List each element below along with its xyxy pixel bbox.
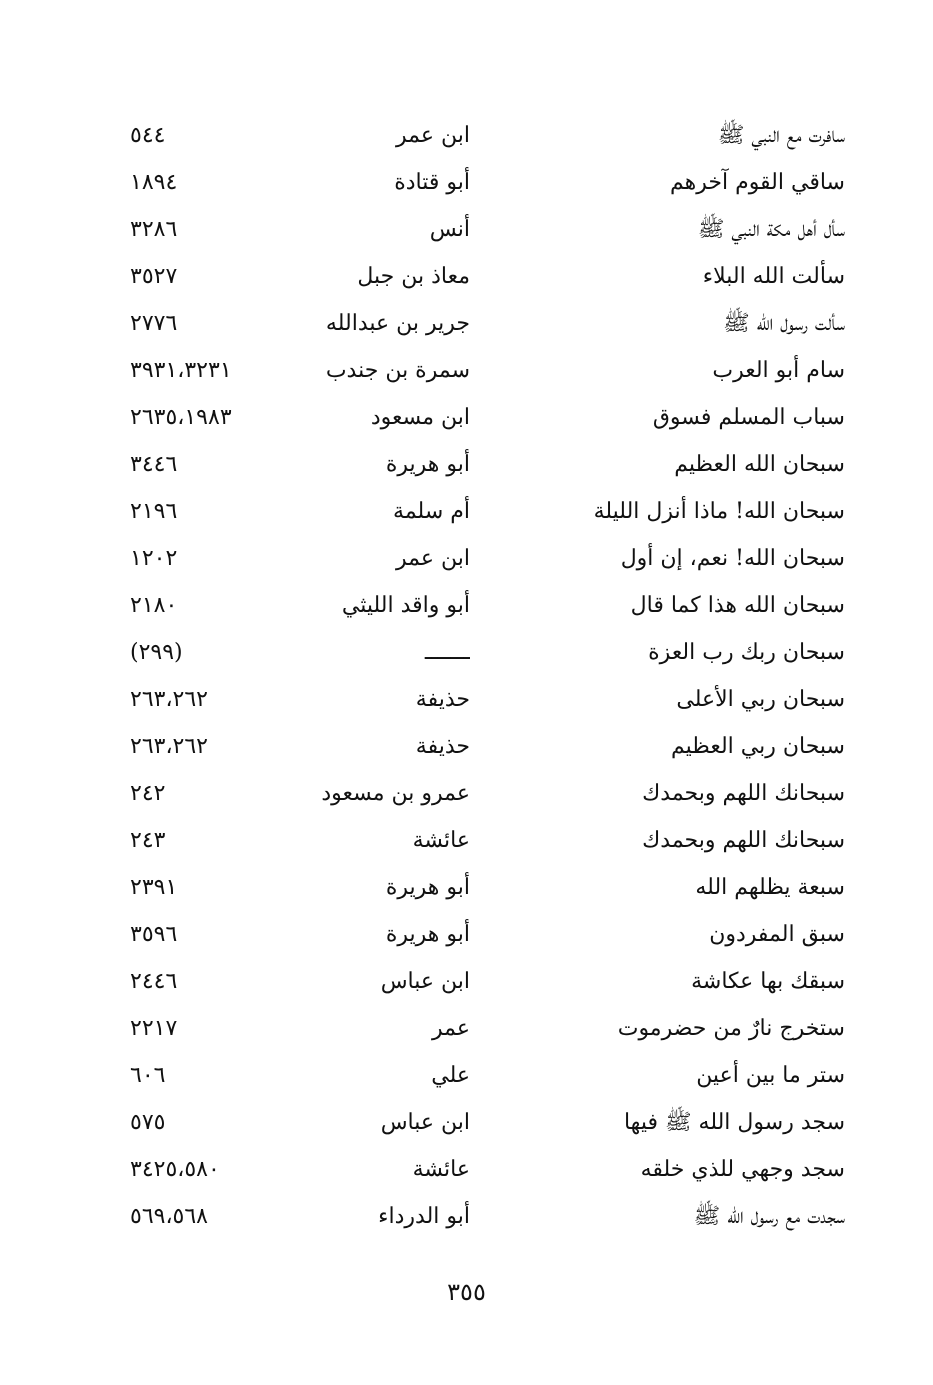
hadith-reference-number: ٢٦٣٥،١٩٨٣ (130, 405, 232, 430)
narrator-name: عائشة (412, 1157, 470, 1182)
hadith-reference-number: ٣٢٨٦ (130, 217, 178, 242)
narrator-name: ابن عباس (380, 1110, 470, 1135)
hadith-text: سبحان ربي الأعلى (676, 687, 845, 712)
narrator-name: ابن عمر (396, 546, 470, 571)
hadith-text: سبحان الله العظيم (674, 452, 845, 477)
narrator-name: أبو هريرة (385, 875, 470, 900)
hadith-reference-number: ٥٤٤ (130, 123, 166, 148)
narrator-name: أبو هريرة (385, 922, 470, 947)
index-row (130, 676, 845, 723)
index-row (130, 206, 845, 253)
hadith-text: سبقك بها عكاشة (691, 969, 845, 994)
hadith-text: سبق المفردون (709, 922, 845, 947)
hadith-reference-number: ١٢٠٢ (130, 546, 178, 571)
hadith-text: ساقي القوم آخرهم (669, 170, 845, 195)
hadith-reference-number: ١٨٩٤ (130, 170, 178, 195)
narrator-name: أم سلمة (393, 499, 470, 524)
index-row (130, 911, 845, 958)
narrator-name: جرير بن عبدالله (325, 311, 470, 336)
index-row (130, 1052, 845, 1099)
narrator-name: أبو هريرة (385, 452, 470, 477)
index-row (130, 535, 845, 582)
narrator-name: علي (431, 1063, 470, 1088)
hadith-reference-number: ٢٤٣ (130, 828, 166, 853)
hadith-text: سجد رسول الله ﷺ فيها (623, 1110, 845, 1135)
hadith-reference-number: ٢١٨٠ (130, 593, 178, 618)
hadith-text: سافرت مع النبي ﷺ (717, 123, 845, 148)
index-row (130, 958, 845, 1005)
hadith-reference-number: ٣٥٩٦ (130, 922, 178, 947)
hadith-reference-number: ٦٠٦ (130, 1063, 166, 1088)
index-row (130, 864, 845, 911)
narrator-name: أنس (429, 217, 470, 242)
index-row (130, 159, 845, 206)
index-row (130, 1193, 845, 1240)
index-row (130, 582, 845, 629)
index-row (130, 300, 845, 347)
hadith-reference-number: ٢٤٢ (130, 781, 166, 806)
index-row (130, 112, 845, 159)
hadith-reference-number: ٢٦٣،٢٦٢ (130, 734, 208, 759)
hadith-text: سبحان الله! ماذا أنزل الليلة (593, 499, 845, 524)
hadith-index-table (130, 112, 845, 1240)
index-row (130, 770, 845, 817)
narrator-name: عائشة (412, 828, 470, 853)
narrator-name: معاذ بن جبل (357, 264, 470, 289)
hadith-reference-number: ٣٤٢٥،٥٨٠ (130, 1157, 220, 1182)
index-row (130, 723, 845, 770)
hadith-text: سجدت مع رسول الله ﷺ (693, 1204, 845, 1229)
narrator-name: حذيفة (415, 734, 470, 759)
narrator-name: ابن مسعود (370, 405, 470, 430)
hadith-text: سألت رسول الله ﷺ (723, 311, 845, 336)
hadith-reference-number: ٣٩٣١،٣٢٣١ (130, 358, 232, 383)
index-row (130, 629, 845, 676)
hadith-reference-number: ٥٦٩،٥٦٨ (130, 1204, 208, 1229)
hadith-text: سألت الله البلاء (702, 264, 845, 289)
hadith-reference-number: (٢٩٩) (130, 640, 183, 665)
index-row (130, 394, 845, 441)
hadith-reference-number: ٢٢١٧ (130, 1016, 178, 1041)
index-row (130, 488, 845, 535)
hadith-text: سبحان الله هذا كما قال (630, 593, 845, 618)
hadith-reference-number: ٢١٩٦ (130, 499, 178, 524)
narrator-name: عمرو بن مسعود (321, 781, 470, 806)
hadith-text: سبحان الله! نعم، إن أول (620, 546, 845, 571)
narrator-name: ابن عباس (380, 969, 470, 994)
hadith-text: سباب المسلم فسوق (652, 405, 845, 430)
hadith-text: ستخرج نارٌ من حضرموت (617, 1016, 845, 1041)
narrator-name: ابن عمر (396, 123, 470, 148)
narrator-name: عمر (432, 1016, 470, 1041)
page-number: ٣٥٥ (447, 1278, 486, 1306)
hadith-text: سبحان ربك رب العزة (648, 640, 845, 665)
narrator-name: أبو قتادة (394, 170, 470, 195)
index-row (130, 1099, 845, 1146)
hadith-text: سجد وجهي للذي خلقه (640, 1157, 845, 1182)
narrator-name: أبو الدرداء (378, 1204, 470, 1229)
hadith-text: سبحانك اللهم وبحمدك (642, 781, 845, 806)
hadith-text: سأل أهل مكة النبي ﷺ (697, 217, 845, 242)
hadith-reference-number: ٢٣٩١ (130, 875, 178, 900)
hadith-text: سام أبو العرب (712, 358, 845, 383)
hadith-reference-number: ٢٤٤٦ (130, 969, 178, 994)
index-row (130, 253, 845, 300)
narrator-name: أبو واقد الليثي (341, 593, 470, 618)
hadith-reference-number: ٣٥٢٧ (130, 264, 178, 289)
narrator-name: ـــــــ (424, 640, 470, 665)
hadith-text: ستر ما بين أعين (696, 1063, 845, 1088)
hadith-text: سبحانك اللهم وبحمدك (642, 828, 845, 853)
index-row (130, 441, 845, 488)
hadith-reference-number: ٣٤٤٦ (130, 452, 178, 477)
index-row (130, 347, 845, 394)
hadith-reference-number: ٥٧٥ (130, 1110, 166, 1135)
narrator-name: حذيفة (415, 687, 470, 712)
hadith-text: سبحان ربي العظيم (671, 734, 845, 759)
narrator-name: سمرة بن جندب (325, 358, 470, 383)
hadith-text: سبعة يظلهم الله (695, 875, 845, 900)
hadith-reference-number: ٢٧٧٦ (130, 311, 178, 336)
index-row (130, 1146, 845, 1193)
index-row (130, 817, 845, 864)
hadith-reference-number: ٢٦٣،٢٦٢ (130, 687, 208, 712)
index-row (130, 1005, 845, 1052)
